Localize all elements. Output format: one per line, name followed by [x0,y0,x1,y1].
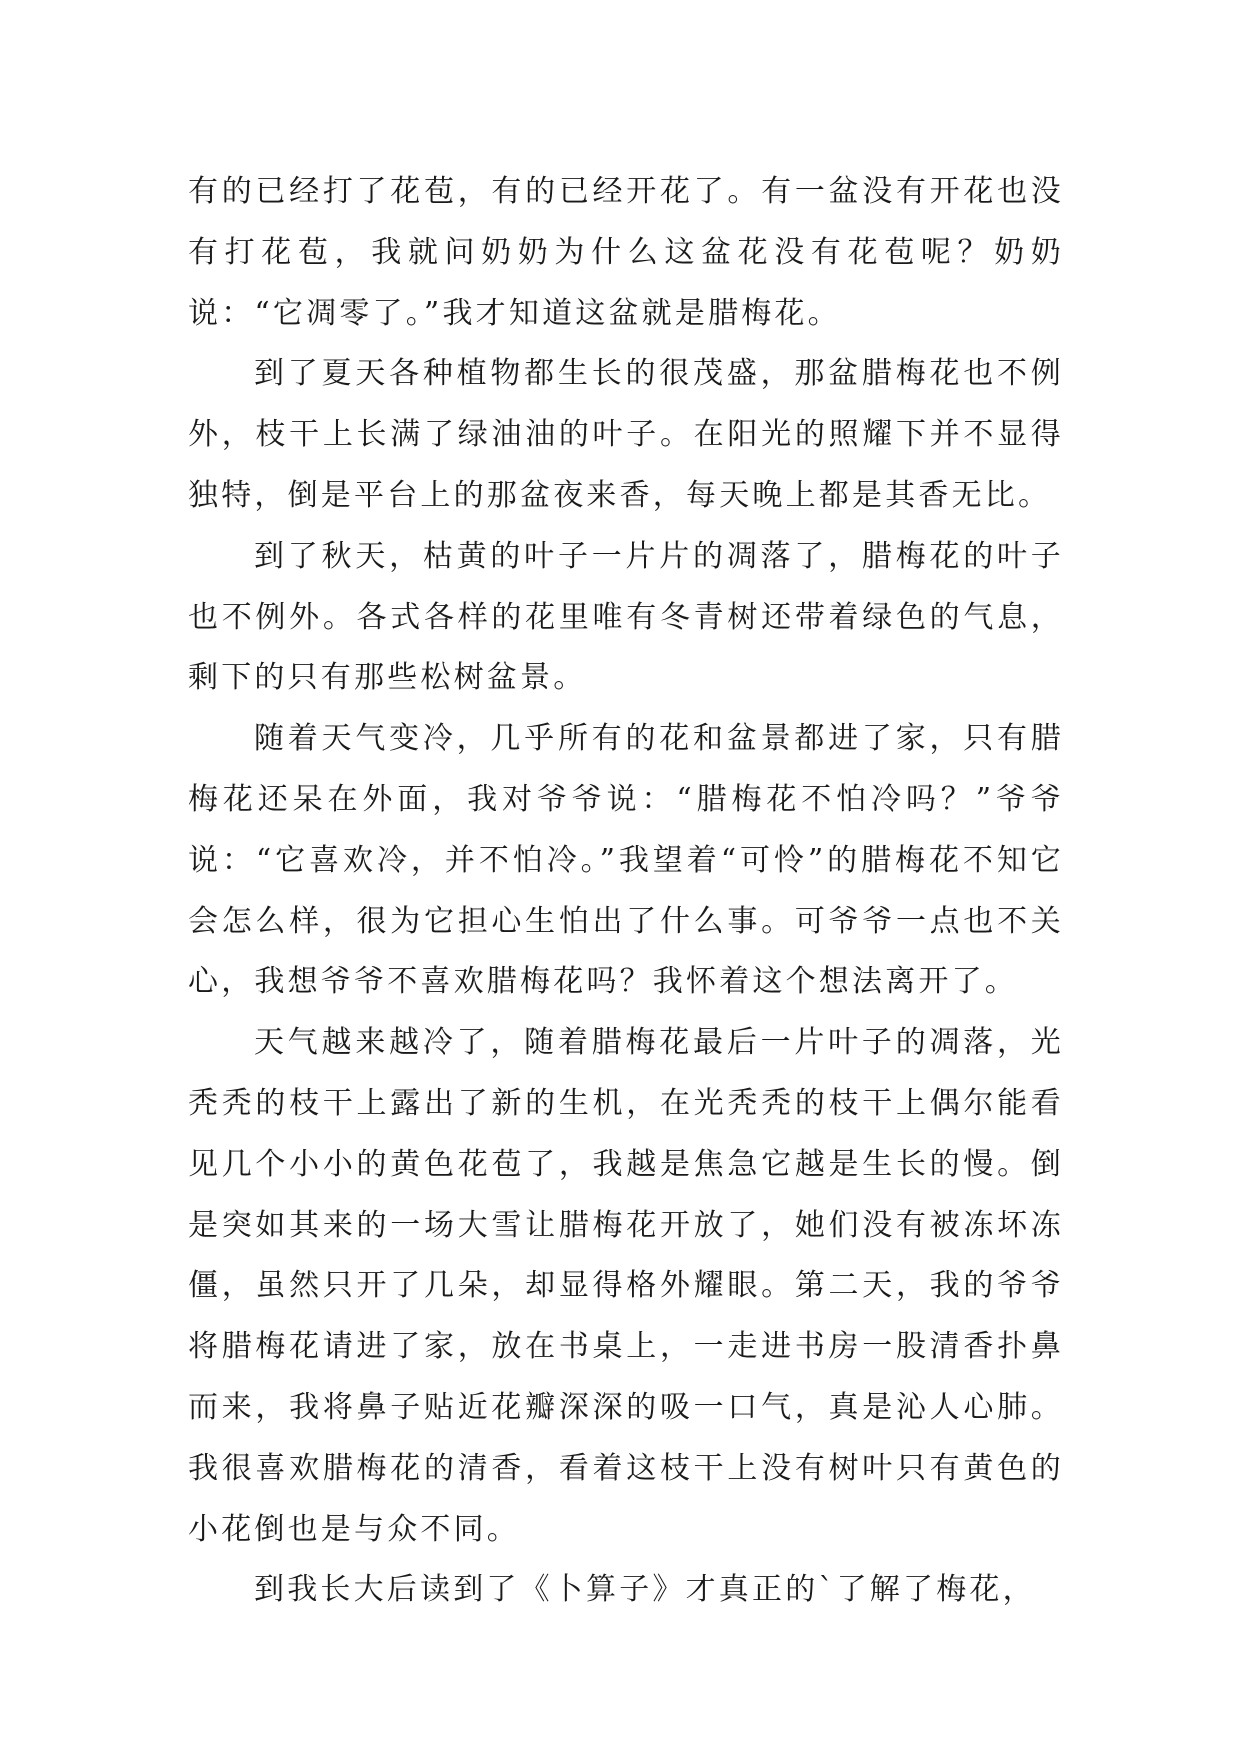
paragraph-2: 到了夏天各种植物都生长的很茂盛，那盆腊梅花也不例外，枝干上长满了绿油油的叶子。在阳光的照耀下并不显得独特，倒是平台上的那盆夜来香，每天晚上都是其香无比。 [188,356,1064,513]
body-text [188,162,1064,1621]
paragraph-4: 随着天气变冷，几乎所有的花和盆景都进了家，只有腊梅花还呆在外面，我对爷爷说：“腊梅花不怕冷吗？”爷爷说：“它喜欢冷，并不怕冷。”我望着“可怜”的腊梅花不知它会怎么样，很为它担心生怕出了什么事。可爷爷一点也不关心，我想爷爷不喜欢腊梅花吗？我怀着这个想法离开了。 [188,721,1064,1000]
paragraph-3: 到了秋天，枯黄的叶子一片片的凋落了，腊梅花的叶子也不例外。各式各样的花里唯有冬青树还带着绿色的气息，剩下的只有那些松树盆景。 [188,538,1064,696]
paragraph-6: 到我长大后读到了《卜算子》才真正的`了解了梅花， [254,1572,1036,1608]
paragraph-1: 有的已经打了花苞，有的已经开花了。有一盆没有开花也没有打花苞，我就问奶奶为什么这盆花没有花苞呢？奶奶说：“它凋零了。”我才知道这盆就是腊梅花。 [188,174,1064,331]
paragraph-5: 天气越来越冷了，随着腊梅花最后一片叶子的凋落，光秃秃的枝干上露出了新的生机，在光秃秃的枝干上偶尔能看见几个小小的黄色花苞了，我越是焦急它越是生长的慢。倒是突如其来的一场大雪让腊梅花开放了，她们没有被冻坏冻僵，虽然只开了几朵，却显得格外耀眼。第二天，我的爷爷将腊梅花请进了家，放在书桌上，一走进书房一股清香扑鼻而来，我将鼻子贴近花瓣深深的吸一口气，真是沁人心肺。我很喜欢腊梅花的清香，看着这枝干上没有树叶只有黄色的小花倒也是与众不同。 [188,1025,1064,1547]
